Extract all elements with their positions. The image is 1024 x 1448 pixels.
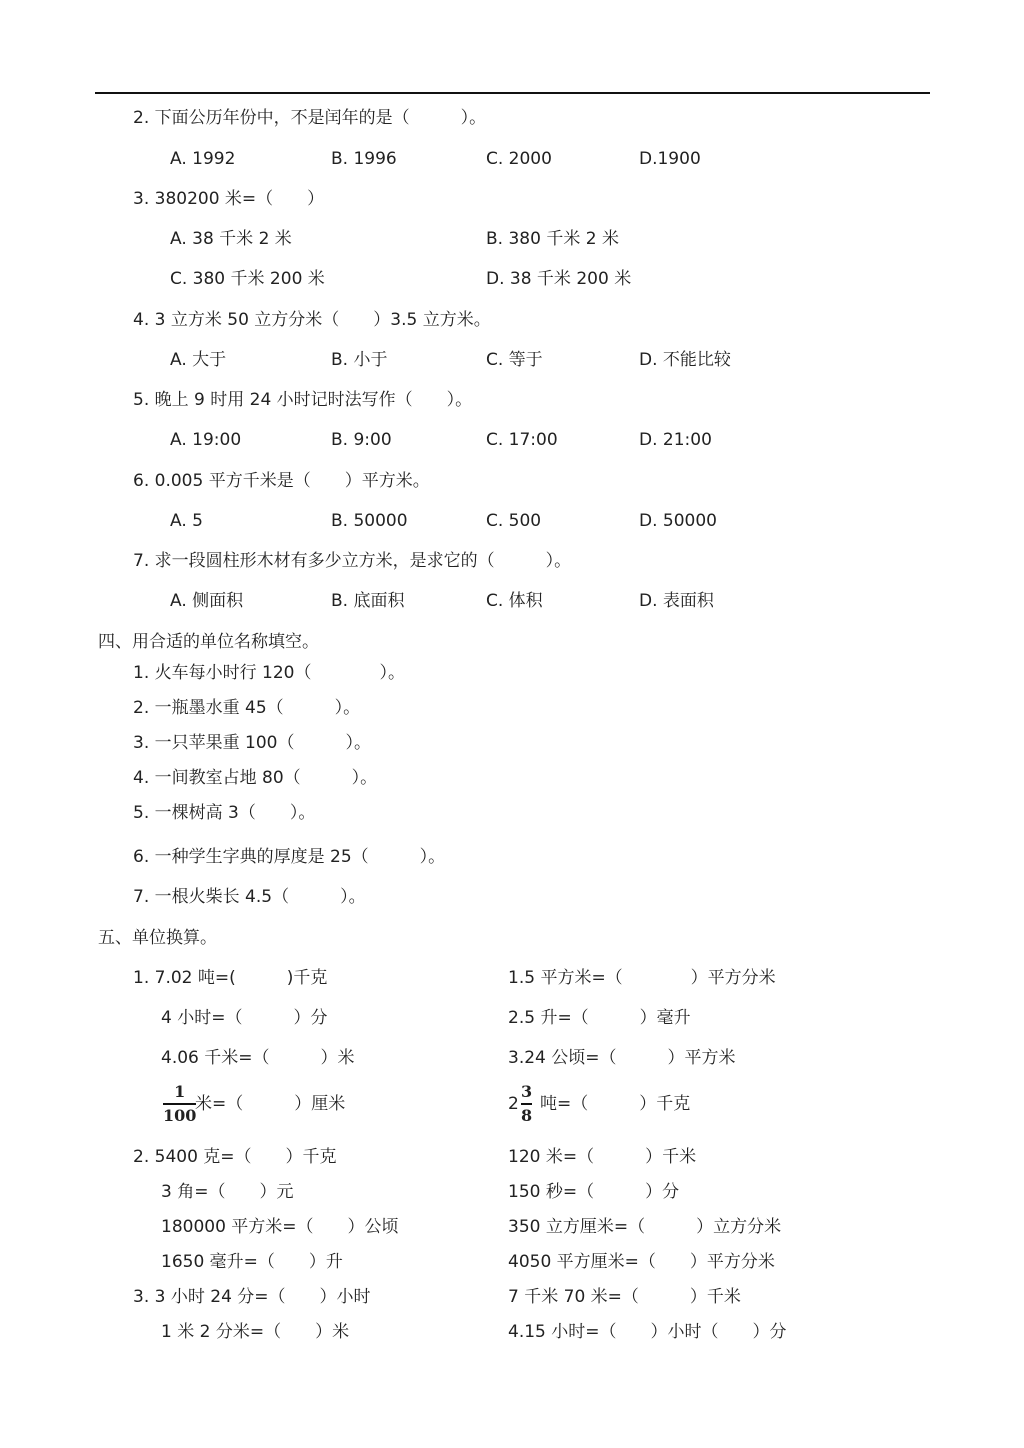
conversion-2-left-4: 1650 毫升=（ ）升 bbox=[161, 1252, 343, 1272]
header-rule bbox=[95, 92, 930, 94]
conversion-2-left-3: 180000 平方米=（ ）公顷 bbox=[161, 1217, 399, 1237]
question-7: 7. 求一段圆柱形木材有多少立方米，是求它的（ ）。 bbox=[133, 551, 572, 571]
q5-option-b: B. 9:00 bbox=[331, 430, 392, 450]
fraction-denominator: 8 bbox=[521, 1106, 533, 1125]
q4-option-a: A. 大于 bbox=[170, 350, 227, 370]
fraction-numerator: 3 bbox=[521, 1082, 533, 1101]
section-4-item-2: 2. 一瓶墨水重 45（ ）。 bbox=[133, 698, 361, 718]
q2-option-a: A. 1992 bbox=[170, 149, 236, 169]
conversion-2-right-4: 4050 平方厘米=（ ）平方分米 bbox=[508, 1252, 775, 1272]
section-5-title: 五、单位换算。 bbox=[98, 928, 217, 948]
question-2: 2. 下面公历年份中，不是闰年的是（ ）。 bbox=[133, 108, 487, 128]
q3-option-d: D. 38 千米 200 米 bbox=[486, 269, 632, 289]
mixed-number-whole: 2 bbox=[508, 1094, 519, 1114]
conversion-3-right-1: 7 千米 70 米=（ ）千米 bbox=[508, 1287, 741, 1307]
q4-option-d: D. 不能比较 bbox=[639, 350, 731, 370]
section-4-item-7: 7. 一根火柴长 4.5（ ）。 bbox=[133, 887, 366, 907]
section-4-item-5: 5. 一棵树高 3（ ）。 bbox=[133, 803, 316, 823]
question-3: 3. 380200 米=（ ） bbox=[133, 189, 325, 209]
fraction-bar bbox=[521, 1103, 532, 1105]
q4-option-c: C. 等于 bbox=[486, 350, 543, 370]
q7-option-b: B. 底面积 bbox=[331, 591, 405, 611]
conversion-3-left-2: 1 米 2 分米=（ ）米 bbox=[161, 1322, 350, 1342]
fraction-denominator: 100 bbox=[163, 1106, 197, 1125]
conversion-3-right-2: 4.15 小时=（ ）小时（ ）分 bbox=[508, 1322, 787, 1342]
q6-option-c: C. 500 bbox=[486, 511, 542, 531]
q6-option-b: B. 50000 bbox=[331, 511, 408, 531]
q4-option-b: B. 小于 bbox=[331, 350, 388, 370]
q3-option-a: A. 38 千米 2 米 bbox=[170, 229, 292, 249]
q7-option-c: C. 体积 bbox=[486, 591, 543, 611]
q5-option-d: D. 21:00 bbox=[639, 430, 712, 450]
conversion-1-right-2: 2.5 升=（ ）毫升 bbox=[508, 1008, 691, 1028]
q2-option-d: D.1900 bbox=[639, 149, 701, 169]
conversion-1-left-1: 1. 7.02 吨=( )千克 bbox=[133, 968, 328, 988]
conversion-1-right-4: 吨=（ ）千克 bbox=[540, 1094, 691, 1114]
question-5: 5. 晚上 9 时用 24 小时记时法写作（ ）。 bbox=[133, 390, 473, 410]
section-4-title: 四、用合适的单位名称填空。 bbox=[98, 632, 319, 652]
q2-option-c: C. 2000 bbox=[486, 149, 552, 169]
conversion-3-left-1: 3. 3 小时 24 分=（ ）小时 bbox=[133, 1287, 371, 1307]
q7-option-a: A. 侧面积 bbox=[170, 591, 244, 611]
conversion-1-right-1: 1.5 平方米=（ ）平方分米 bbox=[508, 968, 776, 988]
conversion-1-left-2: 4 小时=（ ）分 bbox=[161, 1008, 328, 1028]
conversion-1-left-4: 米=（ ）厘米 bbox=[195, 1094, 346, 1114]
conversion-2-left-1: 2. 5400 克=（ ）千克 bbox=[133, 1147, 337, 1167]
q3-option-c: C. 380 千米 200 米 bbox=[170, 269, 325, 289]
section-4-item-3: 3. 一只苹果重 100（ ）。 bbox=[133, 733, 371, 753]
q5-option-c: C. 17:00 bbox=[486, 430, 558, 450]
section-4-item-4: 4. 一间教室占地 80（ ）。 bbox=[133, 768, 378, 788]
fraction-1-100 bbox=[163, 1083, 196, 1125]
q6-option-a: A. 5 bbox=[170, 511, 203, 531]
section-4-item-6: 6. 一种学生字典的厚度是 25（ ）。 bbox=[133, 847, 446, 867]
q2-option-b: B. 1996 bbox=[331, 149, 397, 169]
conversion-1-right-3: 3.24 公顷=（ ）平方米 bbox=[508, 1048, 736, 1068]
q7-option-d: D. 表面积 bbox=[639, 591, 714, 611]
section-4-item-1: 1. 火车每小时行 120（ ）。 bbox=[133, 663, 405, 683]
conversion-2-right-3: 350 立方厘米=（ ）立方分米 bbox=[508, 1217, 782, 1237]
conversion-2-left-2: 3 角=（ ）元 bbox=[161, 1182, 294, 1202]
fraction-numerator: 1 bbox=[174, 1082, 186, 1101]
question-4: 4. 3 立方米 50 立方分米（ ）3.5 立方米。 bbox=[133, 310, 491, 330]
conversion-1-left-3: 4.06 千米=（ ）米 bbox=[161, 1048, 355, 1068]
conversion-2-right-2: 150 秒=（ ）分 bbox=[508, 1182, 680, 1202]
q3-option-b: B. 380 千米 2 米 bbox=[486, 229, 619, 249]
q5-option-a: A. 19:00 bbox=[170, 430, 242, 450]
conversion-2-right-1: 120 米=（ ）千米 bbox=[508, 1147, 697, 1167]
q6-option-d: D. 50000 bbox=[639, 511, 717, 531]
question-6: 6. 0.005 平方千米是（ ）平方米。 bbox=[133, 471, 430, 491]
fraction-bar bbox=[163, 1103, 196, 1105]
fraction-3-8 bbox=[521, 1083, 532, 1125]
